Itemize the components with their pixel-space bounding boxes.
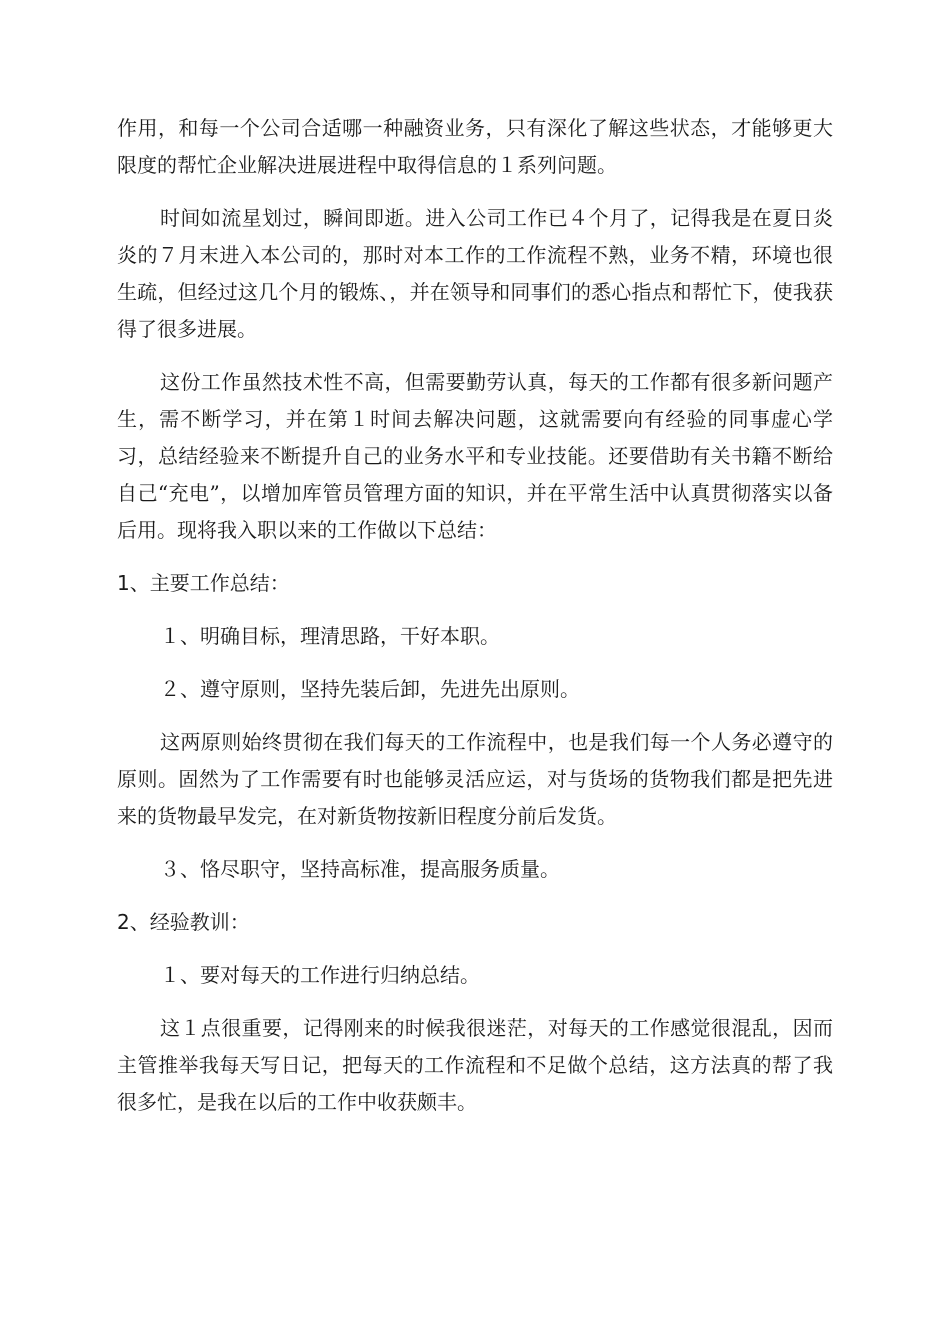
section-heading-lessons: 2、经验教训： <box>117 910 250 934</box>
list-item-daily-summary: １、要对每天的工作进行归纳总结。 <box>160 963 480 987</box>
paragraph-intro-continuation: 作用，和每一个公司合适哪一种融资业务，只有深化了解这些状态，才能够更大限度的帮忙企业解决进展进程中取得信息的１系列问题。 <box>117 116 833 177</box>
paragraph-diary-lesson: 这１点很重要，记得刚来的时候我很迷茫，对每天的工作感觉很混乱，因而主管推举我每天写日记，把每天的工作流程和不足做个总结，这方法真的帮了我很多忙，是我在以后的工作中收获颇丰。 <box>117 1016 833 1114</box>
list-item-clear-goals: １、明确目标，理清思路，干好本职。 <box>160 624 500 648</box>
document-body <box>117 110 833 1137</box>
list-item-follow-principles: ２、遵守原则，坚持先装后卸，先进先出原则。 <box>160 677 580 701</box>
paragraph-job-description: 这份工作虽然技术性不高，但需要勤劳认真，每天的工作都有很多新问题产生，需不断学习，并在第１时间去解决问题，这就需要向有经验的同事虚心学习，总结经验来不断提升自己的业务水平和专业技能。还要借助有关书籍不断给自己“充电”，以增加库管员管理方面的知识，并在平常生活中认真贯彻落实以备后用。现将我入职以来的工作做以下总结： <box>117 370 833 542</box>
paragraph-time-passes: 时间如流星划过，瞬间即逝。进入公司工作已４个月了，记得我是在夏日炎炎的７月末进入本公司的，那时对本工作的工作流程不熟，业务不精，环境也很生疏，但经过这几个月的锻炼、，并在领导和同事们的悉心指点和帮忙下，使我获得了很多进展。 <box>117 206 833 341</box>
paragraph-principles-explained: 这两原则始终贯彻在我们每天的工作流程中，也是我们每一个人务必遵守的原则。固然为了工作需要有时也能够灵活应运，对与货场的货物我们都是把先进来的货物最早发完，在对新货物按新旧程度分前后发货。 <box>117 730 833 828</box>
list-item-duty: ３、恪尽职守，坚持高标准，提高服务质量。 <box>160 857 560 881</box>
section-heading-work-summary: 1、主要工作总结： <box>117 571 290 595</box>
